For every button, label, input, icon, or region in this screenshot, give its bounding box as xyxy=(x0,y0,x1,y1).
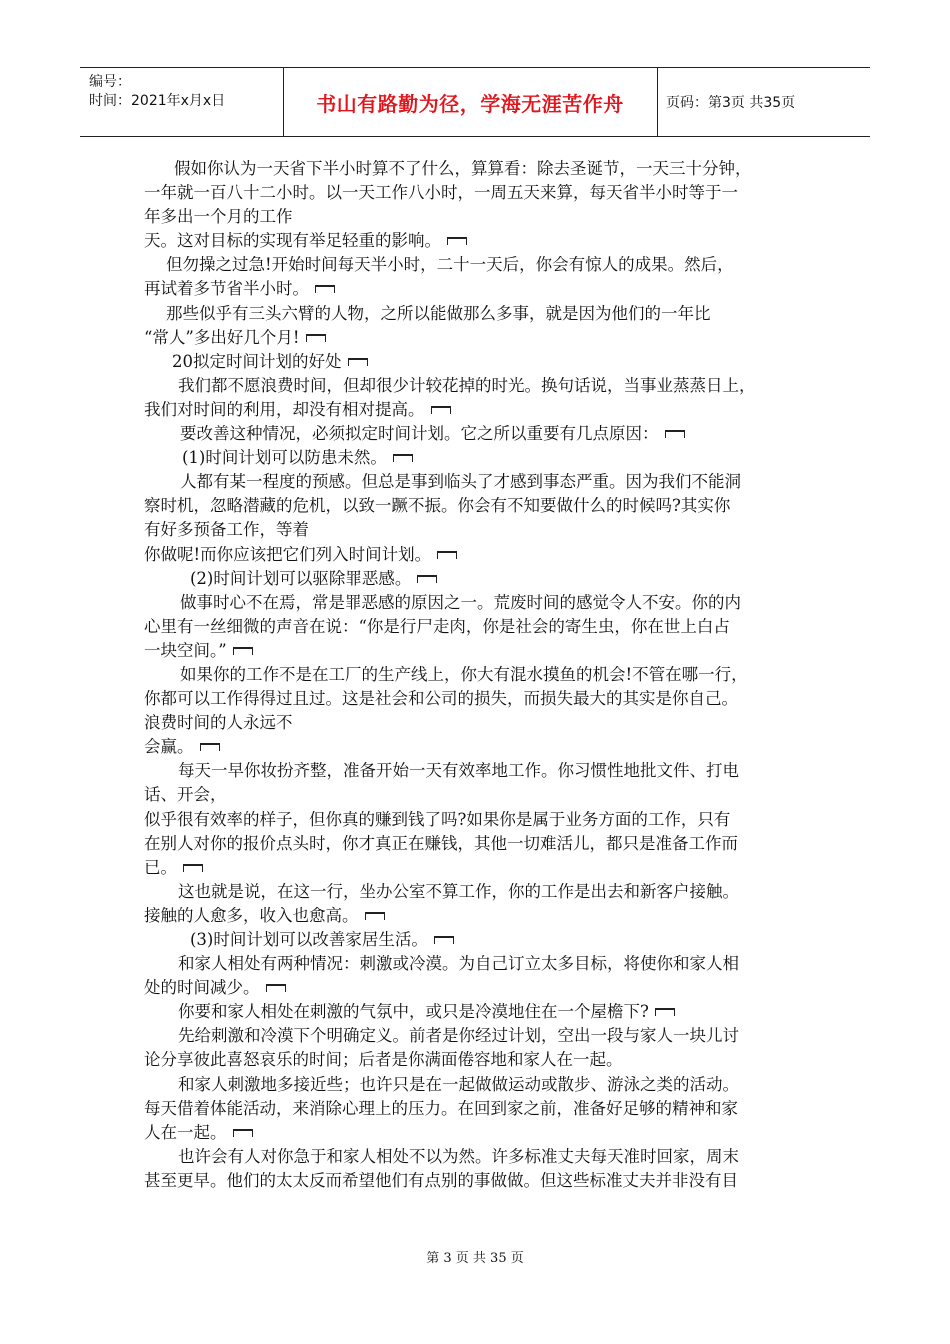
text-line: 论分享彼此喜怒哀乐的时间；后者是你满面倦容地和家人在一起。 xyxy=(144,1050,623,1070)
document-date-label: 时间：2021年x月x日 xyxy=(89,93,226,109)
paragraph xyxy=(144,157,832,253)
text-line: 这也就是说，在这一行，坐办公室不算工作，你的工作是出去和新客户接触。 xyxy=(178,881,739,901)
text-line: 你都可以工作得得过且过。这是社会和公司的损失，而损失最大的其实是你自己。 xyxy=(144,689,738,709)
text-line: 会赢。 xyxy=(144,735,832,759)
paragraph-mark-icon xyxy=(315,285,335,293)
paragraph-mark-icon xyxy=(437,551,457,559)
text-line: 已。 xyxy=(144,856,832,880)
text-line: 假如你认为一天省下半小时算不了什么，算算看：除去圣诞节，一天三十分钟， xyxy=(174,159,752,178)
paragraph xyxy=(144,1073,832,1145)
text-line: 先给刺激和冷漠下个明确定义。前者是你经过计划，空出一段与家人一块儿讨 xyxy=(178,1026,739,1046)
paragraph xyxy=(144,952,832,1000)
paragraph-mark-icon xyxy=(266,984,286,992)
text-line: (3)时间计划可以改善家居生活。 xyxy=(144,928,832,952)
text-line: 你要和家人相处在刺激的气氛中，或只是冷漠地住在一个屋檐下? xyxy=(144,1000,832,1024)
text-line: 在别人对你的报价点头时，你才真正在赚钱，其他一切难活儿，都只是准备工作而 xyxy=(144,833,738,853)
paragraph xyxy=(144,302,832,350)
text-line: 心里有一丝细微的声音在说：“你是行尸走肉，你是社会的寄生虫，你在世上白占 xyxy=(144,616,730,636)
text-line: 甚至更早。他们的太太反而希望他们有点别的事做做。但这些标准丈夫并非没有目 xyxy=(144,1170,738,1190)
text-line: 我们都不愿浪费时间，但却很少计较花掉的时光。换句话说，当事业蒸蒸日上， xyxy=(178,375,756,395)
header-motto: 书山有路勤为径，学海无涯苦作舟 xyxy=(316,91,624,116)
paragraph-mark-icon xyxy=(365,912,385,920)
paragraph-mark-icon xyxy=(233,1129,253,1137)
paragraph-mark-icon xyxy=(665,430,685,438)
text-line: 人在一起。 xyxy=(144,1121,832,1145)
paragraph-mark-icon xyxy=(431,406,451,414)
document-number-label: 编号： xyxy=(89,74,131,90)
paragraph xyxy=(144,928,832,952)
text-line: (2)时间计划可以驱除罪恶感。 xyxy=(144,567,832,591)
paragraph xyxy=(144,1000,832,1024)
text-line: 如果你的工作不是在工厂的生产线上，你大有混水摸鱼的机会!不管在哪一行， xyxy=(180,664,748,684)
paragraph-mark-icon xyxy=(434,936,454,944)
paragraph xyxy=(144,880,832,928)
document-body xyxy=(144,157,832,1193)
text-line: 处的时间减少。 xyxy=(144,976,832,1000)
text-line: 人都有某一程度的预感。但总是事到临头了才感到事态严重。因为我们不能洞 xyxy=(180,472,741,492)
text-line: 话、开会， xyxy=(144,785,227,805)
header-left-cell xyxy=(89,73,225,111)
header-page-label: 页码：第3页 共35页 xyxy=(666,95,796,111)
page-header xyxy=(80,67,870,137)
text-line: 和家人相处有两种情况：刺激或冷漠。为自己订立太多目标，将使你和家人相 xyxy=(178,954,739,974)
text-line: 每天一早你妆扮齐整，准备开始一天有效率地工作。你习惯性地批文件、打电 xyxy=(178,761,739,781)
paragraph xyxy=(144,446,832,470)
text-line: 20拟定时间计划的好处 xyxy=(144,350,832,374)
text-line: 要改善这种情况，必须拟定时间计划。它之所以重要有几点原因： xyxy=(144,422,832,446)
paragraph xyxy=(144,591,832,663)
paragraph xyxy=(144,253,832,301)
paragraph-mark-icon xyxy=(183,864,203,872)
header-divider xyxy=(657,68,658,136)
paragraph-mark-icon xyxy=(447,237,467,245)
paragraph-mark-icon xyxy=(348,358,368,366)
paragraph-mark-icon xyxy=(393,454,413,462)
text-line: 浪费时间的人永远不 xyxy=(144,713,293,733)
text-line: 我们对时间的利用，却没有相对提高。 xyxy=(144,398,832,422)
text-line: 那些似乎有三头六臂的人物，之所以能做那么多事，就是因为他们的一年比 xyxy=(166,303,711,323)
paragraph-mark-icon xyxy=(200,743,220,751)
paragraph xyxy=(144,567,832,591)
text-line: 也许会有人对你急于和家人相处不以为然。许多标准丈夫每天准时回家，周末 xyxy=(178,1146,739,1166)
paragraph xyxy=(144,422,832,446)
text-line: 有好多预备工作，等着 xyxy=(144,520,309,540)
text-line: (1)时间计划可以防患未然。 xyxy=(144,446,832,470)
text-line: 和家人刺激地多接近些；也许只是在一起做做运动或散步、游泳之类的活动。 xyxy=(178,1074,739,1094)
text-line: 天。这对目标的实现有举足轻重的影响。 xyxy=(144,229,832,253)
text-line: 每天借着体能活动，来消除心理上的压力。在回到家之前，准备好足够的精神和家 xyxy=(144,1098,738,1118)
paragraph xyxy=(144,374,832,422)
text-line: 一块空间。” xyxy=(144,639,832,663)
paragraph xyxy=(144,470,832,566)
paragraph xyxy=(144,350,832,374)
text-line: 一年就一百八十二小时。以一天工作八小时，一周五天来算，每天省半小时等于一 xyxy=(144,183,738,203)
paragraph xyxy=(144,663,832,759)
paragraph xyxy=(144,1024,832,1072)
paragraph-mark-icon xyxy=(306,334,326,342)
text-line: 但勿操之过急!开始时间每天半小时，二十一天后，你会有惊人的成果。然后， xyxy=(166,255,734,275)
text-line: 你做呢!而你应该把它们列入时间计划。 xyxy=(144,543,832,567)
paragraph-mark-icon xyxy=(655,1008,675,1016)
text-line: 似乎很有效率的样子，但你真的赚到钱了吗?如果你是属于业务方面的工作，只有 xyxy=(144,809,731,829)
page-footer: 第 3 页 共 35 页 xyxy=(426,1251,524,1266)
text-line: “常人”多出好几个月! xyxy=(144,326,832,350)
paragraph xyxy=(144,759,832,879)
paragraph xyxy=(144,1145,832,1193)
paragraph-mark-icon xyxy=(417,575,437,583)
paragraph-mark-icon xyxy=(233,647,253,655)
text-line: 做事时心不在焉，常是罪恶感的原因之一。荒废时间的感觉令人不安。你的内 xyxy=(180,592,741,612)
text-line: 再试着多节省半小时。 xyxy=(144,277,832,301)
text-line: 年多出一个月的工作 xyxy=(144,207,293,227)
text-line: 接触的人愈多，收入也愈高。 xyxy=(144,904,832,928)
text-line: 察时机，忽略潜藏的危机，以致一蹶不振。你会有不知要做什么的时候吗?其实你 xyxy=(144,496,731,516)
